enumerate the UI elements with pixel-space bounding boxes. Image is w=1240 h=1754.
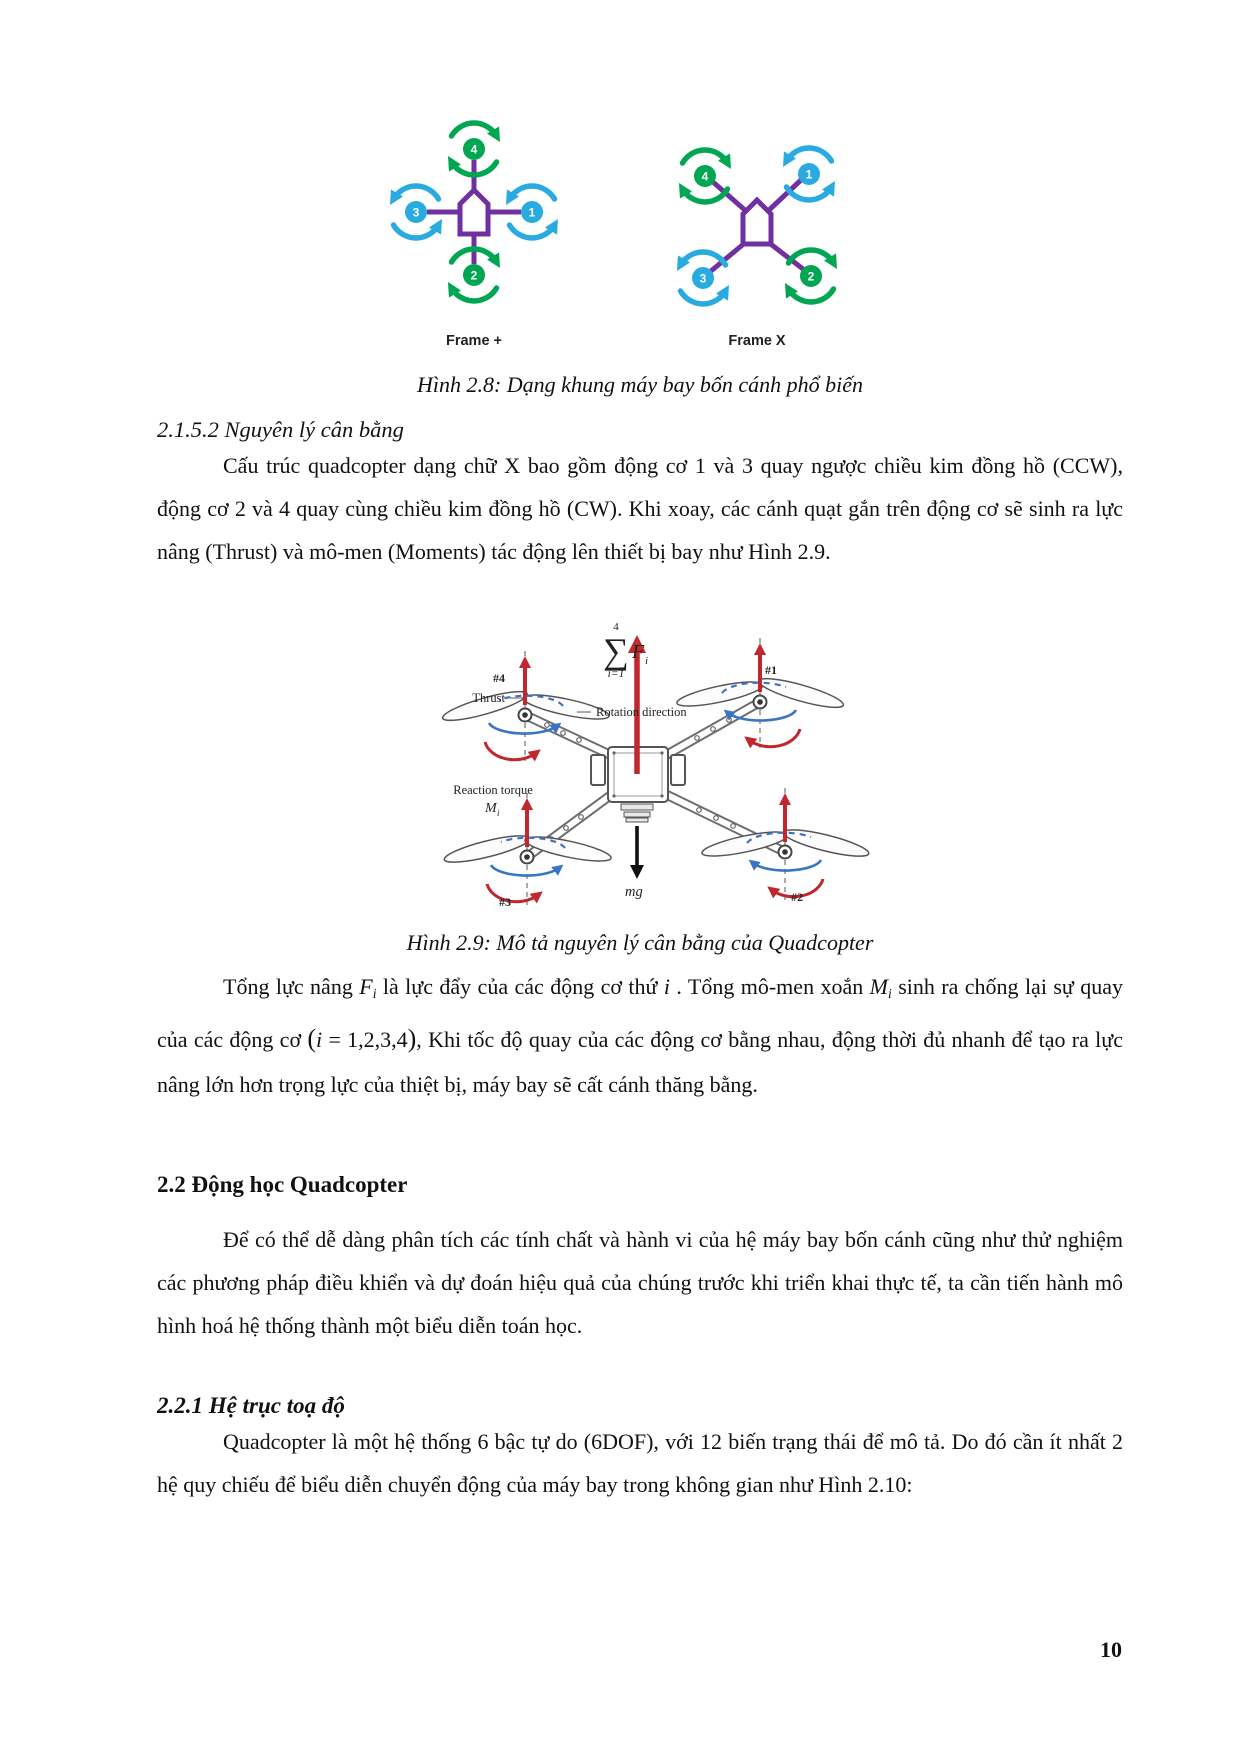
propeller-blade (756, 673, 845, 713)
plate-screw (660, 794, 663, 797)
plate-screw (612, 794, 615, 797)
arm-hole (711, 727, 716, 732)
plate-screw (612, 751, 615, 754)
propeller-blade (781, 825, 870, 862)
figure-2-9 (395, 614, 845, 914)
rotor-number: 2 (807, 269, 815, 284)
frame-x-rotor-3 (681, 252, 726, 304)
reaction-torque-arc (487, 884, 538, 902)
rotation-direction-arc (491, 865, 559, 876)
reaction-torque-label: Reaction torque (453, 783, 533, 797)
rotor-number: 1 (528, 205, 536, 220)
rotation-arrow-ccw-icon (394, 225, 439, 238)
plate-screw (660, 751, 663, 754)
arm-hole (731, 824, 736, 829)
motor-shaft (782, 849, 788, 855)
section-heading-2-2: 2.2 Động học Quadcopter (157, 1172, 408, 1197)
frame-x-rotor-1 (787, 148, 832, 200)
frame-x-body (743, 200, 771, 244)
rotor-number: 3 (699, 271, 707, 286)
rotor-label-4: #4 (493, 671, 505, 685)
rotor-label-1: #1 (765, 663, 777, 677)
section-heading-2-2-1: 2.2.1 Hệ trục toạ độ (157, 1393, 345, 1418)
quadcopter-drawing (440, 621, 870, 909)
moment-symbol: M (485, 801, 497, 816)
sum-upper-limit: 4 (613, 621, 619, 633)
frame-x-rotor-4 (683, 150, 728, 202)
side-rail-left (591, 755, 605, 785)
propeller-blade (442, 831, 531, 868)
reaction-torque-arc (749, 729, 800, 747)
figure-2-8-drawing (390, 102, 850, 354)
rotation-arrow-ccw-icon (510, 186, 555, 199)
rotation-arrow-cw-icon (683, 150, 728, 163)
figure-2-9-caption: Hình 2.9: Mô tả nguyên lý cân bằng của Quadcopter (406, 930, 874, 955)
sum-lower-limit: i=1 (607, 668, 625, 680)
rotor-number: 3 (412, 205, 420, 220)
frame-plus-label: Frame + (445, 333, 503, 349)
thrust-label: Thrust (472, 691, 505, 705)
paragraph-balance-detail: Tổng lực nâng Fi là lực đẩy của các động cơ thứ i . Tổng mô-men xoắn Mi sinh ra chống lại sự quay của các động cơ (i = 1,2,3,4), Khi tốc độ quay của các động cơ bằng nhau, động thời đủ nhanh để tạo ra lực nâng lớn hơn trọng lực của thiệt bị, máy bay sẽ cất cánh thăng bằng. (157, 974, 1123, 1097)
rotation-arrow-cw-icon (452, 123, 497, 136)
arm-hole (697, 808, 702, 813)
force-symbol: F (632, 641, 645, 663)
arm-hole (714, 816, 719, 821)
moment-subscript: i (497, 808, 500, 818)
section-heading-2-1-5-2: 2.1.5.2 Nguyên lý cân bằng (157, 417, 404, 442)
figure-2-8 (390, 102, 850, 354)
side-rail-right (671, 755, 685, 785)
arm-hole (545, 723, 550, 728)
rotor-number: 4 (470, 142, 478, 157)
arm-hole (579, 815, 584, 820)
frame-plus-diagram (394, 123, 555, 349)
rotation-direction-label: Rotation direction (596, 705, 687, 719)
frame-x-diagram (681, 148, 834, 349)
reaction-torque-arc (485, 742, 536, 760)
force-subscript: i (645, 655, 649, 667)
propeller-blade (523, 832, 612, 866)
rotation-direction-arc (753, 860, 821, 871)
frame-x-rotor-2 (789, 250, 834, 302)
paragraph-balance-intro: Cấu trúc quadcopter dạng chữ X bao gồm động cơ 1 và 3 quay ngược chiều kim đồng hồ (CCW), động cơ 2 và 4 quay cùng chiều kim đồng hồ (CW). Khi xoay, các cánh quạt gắn trên động cơ sẽ sinh ra lực nâng (Thrust) và mô-men (Moments) tác động lên thiết bị bay như Hình 2.9. (157, 453, 1123, 564)
arm-hole (561, 731, 566, 736)
battery-stack (624, 812, 650, 817)
sigma-symbol: ∑ (603, 631, 629, 671)
arm-hole (577, 738, 582, 743)
paragraph-coordinate-frames: Quadcopter là một hệ thống 6 bậc tự do (6DOF), với 12 biến trạng thái để mô tả. Do đó cần ít nhất 2 hệ quy chiếu để biểu diễn chuyển động của máy bay trong không gian như Hình 2.10: (157, 1429, 1123, 1497)
page-number: 10 (1100, 1637, 1122, 1662)
arm-to-rotor-4-core (525, 715, 617, 758)
motor-shaft (757, 699, 763, 705)
rotation-arrow-cw-icon (789, 289, 834, 302)
frame-plus-body (460, 190, 488, 234)
rotor-number: 1 (805, 167, 813, 182)
paragraph-dynamics-intro: Để có thể dễ dàng phân tích các tính chất và hành vi của hệ máy bay bốn cánh cũng như thử nghiệm các phương pháp điều khiển và dự đoán hiệu quả của chúng trước khi triển khai thực tế, ta cần tiến hành mô hình hoá hệ thống thành một biểu diễn toán học. (157, 1227, 1123, 1338)
rotor-label-2: #2 (791, 890, 803, 904)
frame-x-label: Frame X (728, 333, 786, 349)
rotor-number: 4 (701, 169, 709, 184)
rotation-arrow-ccw-icon (681, 291, 726, 304)
rotation-arrow-cw-icon (452, 288, 497, 301)
battery-stack (626, 818, 648, 822)
rotation-arrow-ccw-icon (787, 148, 832, 161)
rotor-label-3: #3 (499, 895, 511, 909)
weight-label: mg (625, 884, 643, 900)
arm-hole (695, 736, 700, 741)
figure-2-9-drawing (395, 614, 845, 914)
motor-shaft (524, 854, 530, 860)
battery-stack (621, 804, 653, 810)
sum-force-formula (603, 621, 648, 680)
figure-2-8-caption: Hình 2.8: Dạng khung máy bay bốn cánh phổ biến (416, 372, 864, 397)
motor-shaft (522, 712, 528, 718)
rotation-arrow-ccw-icon (510, 225, 555, 238)
rotor-number: 2 (470, 268, 478, 283)
arm-hole (564, 826, 569, 831)
arm-hole (727, 718, 732, 723)
rotation-arrow-ccw-icon (394, 186, 439, 199)
